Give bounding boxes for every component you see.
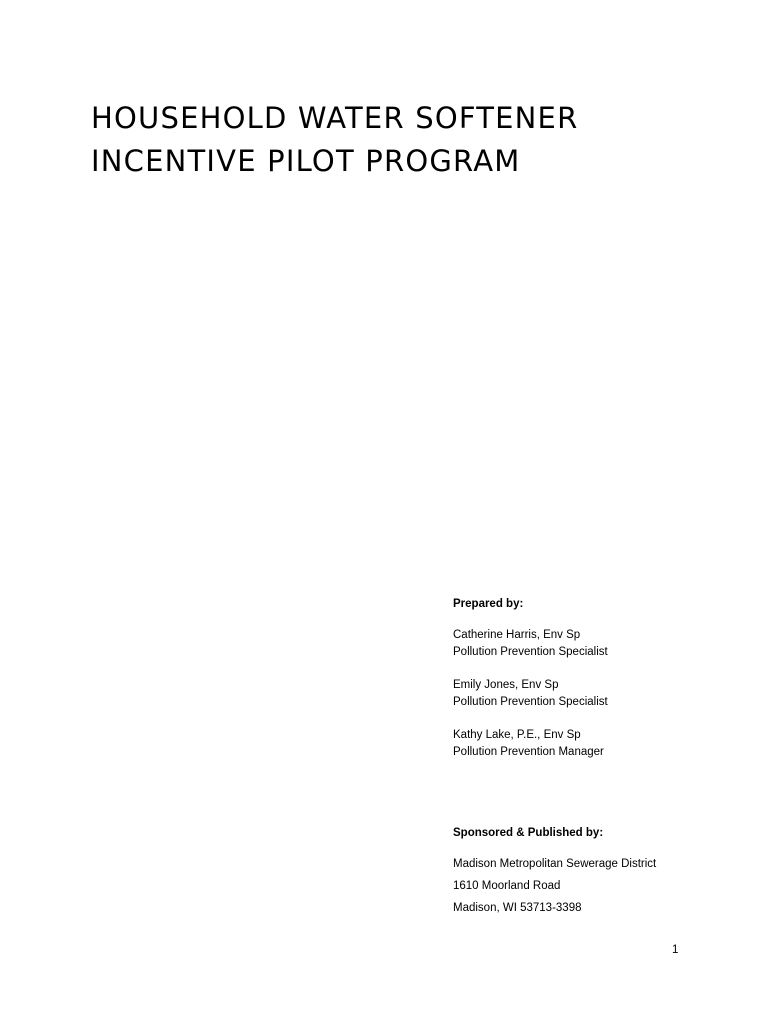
sponsor-organization: Madison Metropolitan Sewerage District	[453, 858, 657, 870]
author-block-3	[453, 727, 604, 761]
prepared-by-heading: Prepared by:	[453, 598, 524, 610]
sponsored-by-heading: Sponsored & Published by:	[453, 827, 604, 839]
author-name: Catherine Harris, Env Sp	[453, 629, 581, 641]
author-block-1	[453, 627, 608, 661]
author-role: Pollution Prevention Manager	[453, 746, 604, 758]
author-name: Kathy Lake, P.E., Env Sp	[453, 729, 581, 741]
title-line-1: HOUSEHOLD WATER SOFTENER	[91, 101, 579, 135]
sponsor-street: 1610 Moorland Road	[453, 880, 561, 892]
author-role: Pollution Prevention Specialist	[453, 696, 608, 708]
document-title	[91, 97, 578, 183]
author-name: Emily Jones, Env Sp	[453, 679, 559, 691]
sponsor-city: Madison, WI 53713-3398	[453, 902, 582, 914]
author-block-2	[453, 677, 608, 711]
sponsor-address	[453, 853, 656, 919]
page-number: 1	[672, 944, 679, 956]
author-role: Pollution Prevention Specialist	[453, 646, 608, 658]
title-line-2: INCENTIVE PILOT PROGRAM	[91, 144, 521, 178]
